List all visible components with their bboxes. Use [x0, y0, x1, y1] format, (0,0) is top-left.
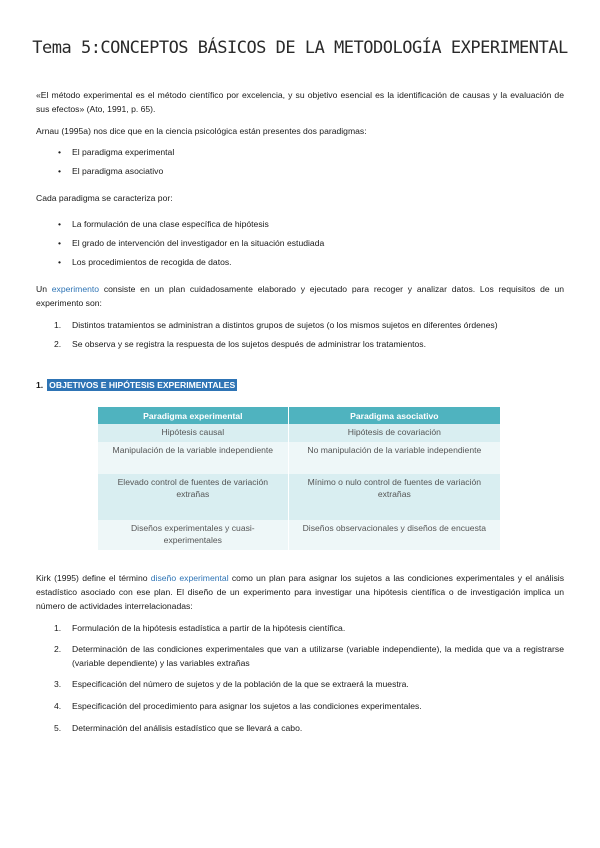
- quote-paragraph: «El método experimental es el método científico por excelencia, y su objetivo esencial es la identificación de causas y la evaluación de sus efectos» (Ato, 1991, p. 65).: [36, 90, 564, 114]
- list-item: • La formulación de una clase específica de hipótesis: [58, 219, 269, 229]
- page-title: Tema 5:CONCEPTOS BÁSICOS DE LA METODOLOGÍA EXPERIMENTAL: [32, 38, 568, 58]
- table-header: Paradigma asociativo: [288, 407, 500, 424]
- list-item: 4. Especificación del procedimiento para asignar los sujetos a las condiciones experimentales.: [54, 701, 422, 711]
- table-header: Paradigma experimental: [98, 407, 288, 424]
- section-heading: 1. OBJETIVOS E HIPÓTESIS EXPERIMENTALES: [36, 380, 236, 390]
- experiment-term: experimento: [51, 284, 100, 294]
- list-item: • El paradigma asociativo: [58, 166, 164, 176]
- design-term: diseño experimental: [150, 573, 229, 583]
- table-row: Elevado control de fuentes de variación extrañas Mínimo o nulo control de fuentes de variación extrañas: [98, 474, 501, 520]
- list-item: • El paradigma experimental: [58, 147, 175, 157]
- list-item: 1. Distintos tratamientos se administran a distintos grupos de sujetos (o los mismos sujetos en diferentes órdenes): [54, 320, 498, 330]
- paradigms-table: [98, 407, 501, 550]
- list-item: 2. Se observa y se registra la respuesta de los sujetos después de administrar los tratamientos.: [54, 339, 426, 349]
- experiment-paragraph: Un experimento consiste en un plan cuidadosamente elaborado y ejecutado para recoger y analizar datos. Los requisitos de un experimento son:: [36, 284, 565, 308]
- kirk-paragraph: Kirk (1995) define el término diseño experimental como un plan para asignar los sujetos a las condiciones experimentales y el análisis estadístico asociado con ese plan. El diseño de un experimento para investigar una hipótesis científica o de investigación implica un número de actividades interrelacionadas:: [36, 573, 564, 611]
- list-item: 5. Determinación del análisis estadístico que se llevará a cabo.: [54, 723, 303, 733]
- list-item: • Los procedimientos de recogida de datos.: [58, 257, 232, 267]
- table-row: Diseños experimentales y cuasi-experimentales Diseños observacionales y diseños de encuesta: [98, 520, 501, 550]
- table-row: Manipulación de la variable independiente No manipulación de la variable independiente: [98, 442, 501, 474]
- list-item: • El grado de intervención del investigador en la situación estudiada: [58, 238, 325, 248]
- list-item: 2. Determinación de las condiciones experimentales que van a utilizarse (variable independiente), la medida que va a registrarse (variable dependiente) y las variables extrañas: [54, 644, 564, 668]
- arnau-paragraph: Arnau (1995a) nos dice que en la ciencia psicológica están presentes dos paradigmas:: [36, 126, 367, 136]
- characterized-paragraph: Cada paradigma se caracteriza por:: [36, 193, 173, 203]
- table-row: Hipótesis causal Hipótesis de covariación: [98, 424, 501, 442]
- list-item: 1. Formulación de la hipótesis estadística a partir de la hipótesis científica.: [54, 623, 346, 633]
- list-item: 3. Especificación del número de sujetos y de la población de la que se extraerá la muestra.: [54, 679, 409, 689]
